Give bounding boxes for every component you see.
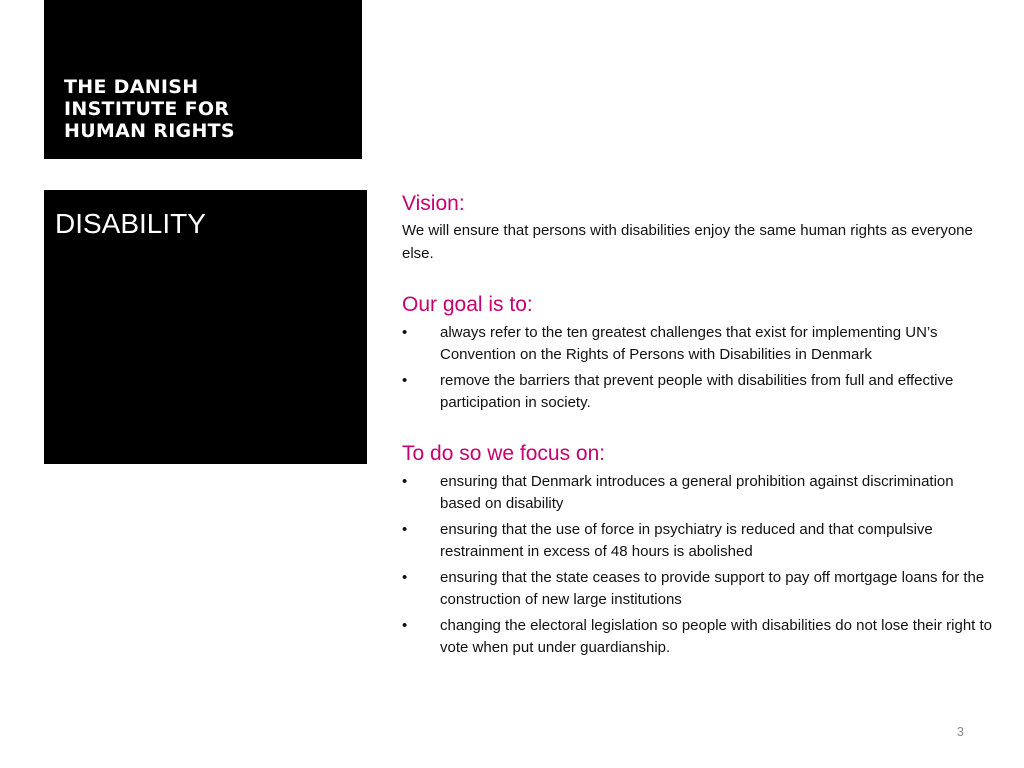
goal-item — [402, 370, 992, 414]
focus-item — [402, 615, 992, 659]
logo-line-2: INSTITUTE FOR — [64, 98, 230, 120]
bullet-icon: • — [402, 372, 408, 389]
focus-item-text: ensuring that the use of force in psychiatry is reduced and that compulsive restrainment in excess of 48 hours is abolished — [440, 521, 933, 560]
goal-item — [402, 322, 992, 366]
focus-section — [402, 440, 992, 659]
focus-item-text: ensuring that Denmark introduces a general prohibition against discrimination based on disability — [440, 473, 954, 512]
focus-item — [402, 567, 992, 611]
goal-section — [402, 291, 992, 414]
focus-item — [402, 519, 992, 563]
goal-heading: Our goal is to: — [402, 293, 533, 316]
logo-line-3: HUMAN RIGHTS — [64, 120, 235, 142]
bullet-icon: • — [402, 324, 408, 341]
vision-section — [402, 190, 992, 265]
logo-line-1: THE DANISH — [64, 76, 199, 98]
bullet-icon: • — [402, 521, 408, 538]
vision-text: We will ensure that persons with disabilities enjoy the same human rights as everyone else. — [402, 222, 973, 262]
focus-item-text: ensuring that the state ceases to provide support to pay off mortgage loans for the construction of new large institutions — [440, 569, 985, 608]
institute-logo-text — [64, 76, 235, 142]
goal-item-text: always refer to the ten greatest challenges that exist for implementing UN’s Convention on the Rights of Persons with Disabilities in Denmark — [440, 324, 938, 363]
institute-logo-block — [44, 0, 362, 159]
focus-item-text: changing the electoral legislation so people with disabilities do not lose their right to vote when put under guardianship. — [440, 617, 993, 656]
goal-item-text: remove the barriers that prevent people with disabilities from full and effective participation in society. — [440, 372, 954, 411]
focus-heading: To do so we focus on: — [402, 442, 606, 465]
focus-list — [402, 471, 992, 659]
bullet-icon: • — [402, 473, 408, 490]
page-number: 3 — [956, 724, 964, 739]
topic-title: DISABILITY — [55, 208, 206, 239]
goal-list — [402, 322, 992, 414]
topic-block — [44, 190, 367, 464]
vision-heading: Vision: — [402, 192, 465, 215]
focus-item — [402, 471, 992, 515]
bullet-icon: • — [402, 569, 408, 586]
slide-content — [402, 190, 992, 663]
bullet-icon: • — [402, 617, 408, 634]
